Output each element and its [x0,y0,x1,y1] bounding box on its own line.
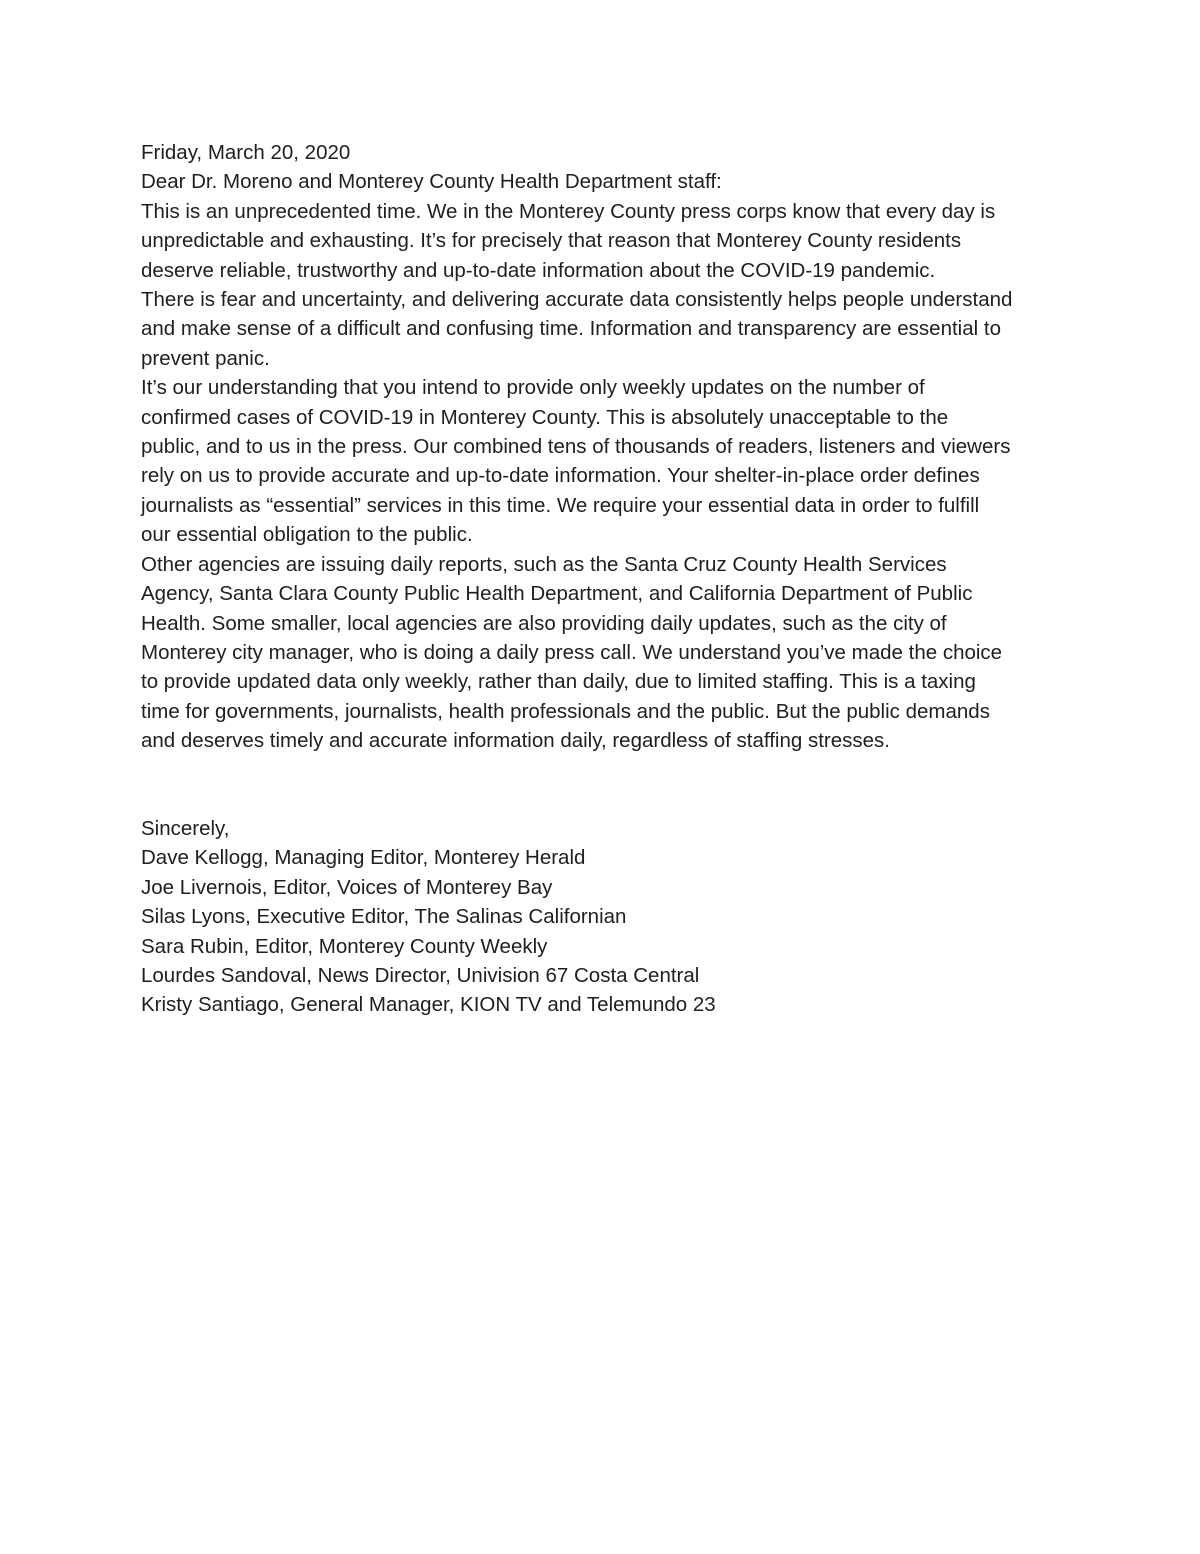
letter-body [141,138,1071,1020]
signatory-4: Sara Rubin, Editor, Monterey County Weekly [141,934,548,958]
paragraph-3: It’s our understanding that you intend to provide only weekly updates on the number of confirmed cases of COVID-19 in Monterey County. This is absolutely unacceptable to the public, and to us in the press. Our combined tens of thousands of readers, listeners and viewers rely on us to provide accurate and up-to-date information. Your shelter-in-place order defines journalists as “essential” services in this time. We require your essential data in order to fulfill our essential obligation to the public. [141,376,1011,547]
signatory-2: Joe Livernois, Editor, Voices of Monterey Bay [141,875,553,899]
signatory-6: Kristy Santiago, General Manager, KION TV and Telemundo 23 [141,993,716,1017]
paragraph-2: There is fear and uncertainty, and delivering accurate data consistently helps people understand and make sense of a difficult and confusing time. Information and transparency are essential to prevent panic. [141,288,1013,370]
letter-salutation: Dear Dr. Moreno and Monterey County Health Department staff: [141,170,722,194]
paragraph-1: This is an unprecedented time. We in the Monterey County press corps know that every day is unpredictable and exhausting. It’s for precisely that reason that Monterey County residents deserve reliable, trustworthy and up-to-date information about the COVID-19 pandemic. [141,199,996,282]
signatory-1: Dave Kellogg, Managing Editor, Monterey Herald [141,846,586,870]
letter-date: Friday, March 20, 2020 [141,141,351,164]
signatory-5: Lourdes Sandoval, News Director, Univision 67 Costa Central [141,963,700,987]
signatory-3: Silas Lyons, Executive Editor, The Salinas Californian [141,905,627,929]
paragraph-4: Other agencies are issuing daily reports, such as the Santa Cruz County Health Services Agency, Santa Clara County Public Health Department, and California Department of Public Health. Some smaller, local agencies are also providing daily updates, such as the city of Monterey city manager, who is doing a daily press call. We understand you’ve made the choice to provide updated data only weekly, rather than daily, due to limited staffing. This is a taxing time for governments, journalists, health professionals and the public. But the public demands and deserves timely and accurate information daily, regardless of staffing stresses. [141,552,1003,753]
letter-closing: Sincerely, [141,816,230,840]
